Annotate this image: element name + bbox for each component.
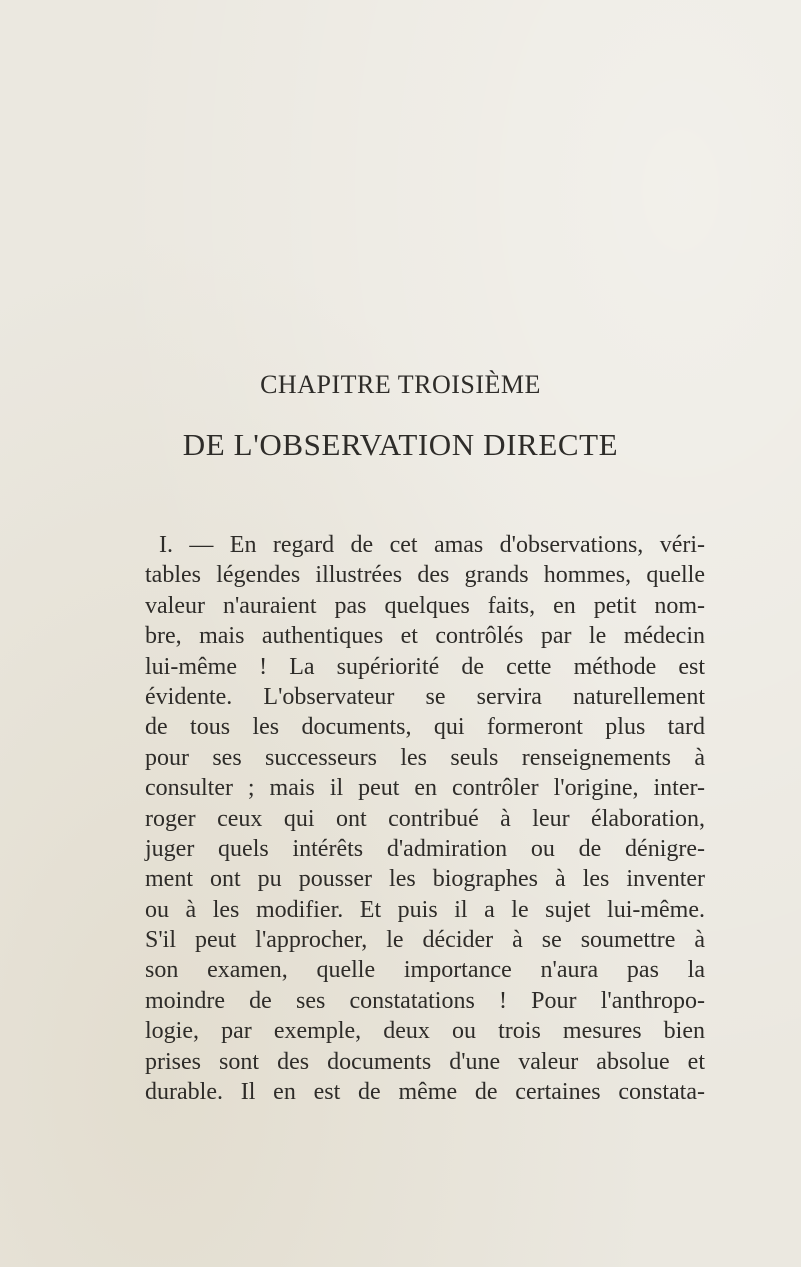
text-line: de tous les documents, qui formeront plus tard [145,714,705,741]
body-paragraph [145,530,705,1107]
text-line: tables légendes illustrées des grands hommes, quelle [145,562,705,589]
text-line: consulter ; mais il peut en contrôler l'origine, inter- [145,775,705,802]
text-line: moindre de ses constatations ! Pour l'anthropo- [145,987,705,1014]
text-line: ment ont pu pousser les biographes à les inventer [145,866,705,893]
chapter-title: DE L'OBSERVATION DIRECTE [182,427,619,462]
text-line: logie, par exemple, deux ou trois mesures bien [145,1018,705,1045]
text-line: durable. Il en est de même de certaines constata- [145,1079,705,1106]
text-line: lui-même ! La supériorité de cette méthode est [145,653,705,680]
text-line: roger ceux qui ont contribué à leur élaboration, [145,805,705,832]
text-line: I. — En regard de cet amas d'observations, véri- [159,532,705,558]
text-line: juger quels intérêts d'admiration ou de dénigre- [145,835,705,862]
text-line: prises sont des documents d'une valeur absolue et [145,1048,705,1075]
chapter-number: CHAPITRE TROISIÈME [260,370,541,399]
text-line: ou à les modifier. Et puis il a le sujet lui-même. [145,896,705,923]
text-line: évidente. L'observateur se servira naturellement [145,683,705,710]
text-line: pour ses successeurs les seuls renseignements à [145,744,705,771]
text-line: valeur n'auraient pas quelques faits, en petit nom- [145,592,705,619]
text-line: bre, mais authentiques et contrôlés par le médecin [145,623,705,650]
text-line: S'il peut l'approcher, le décider à se soumettre à [145,927,705,954]
text-line: son examen, quelle importance n'aura pas la [145,957,705,984]
